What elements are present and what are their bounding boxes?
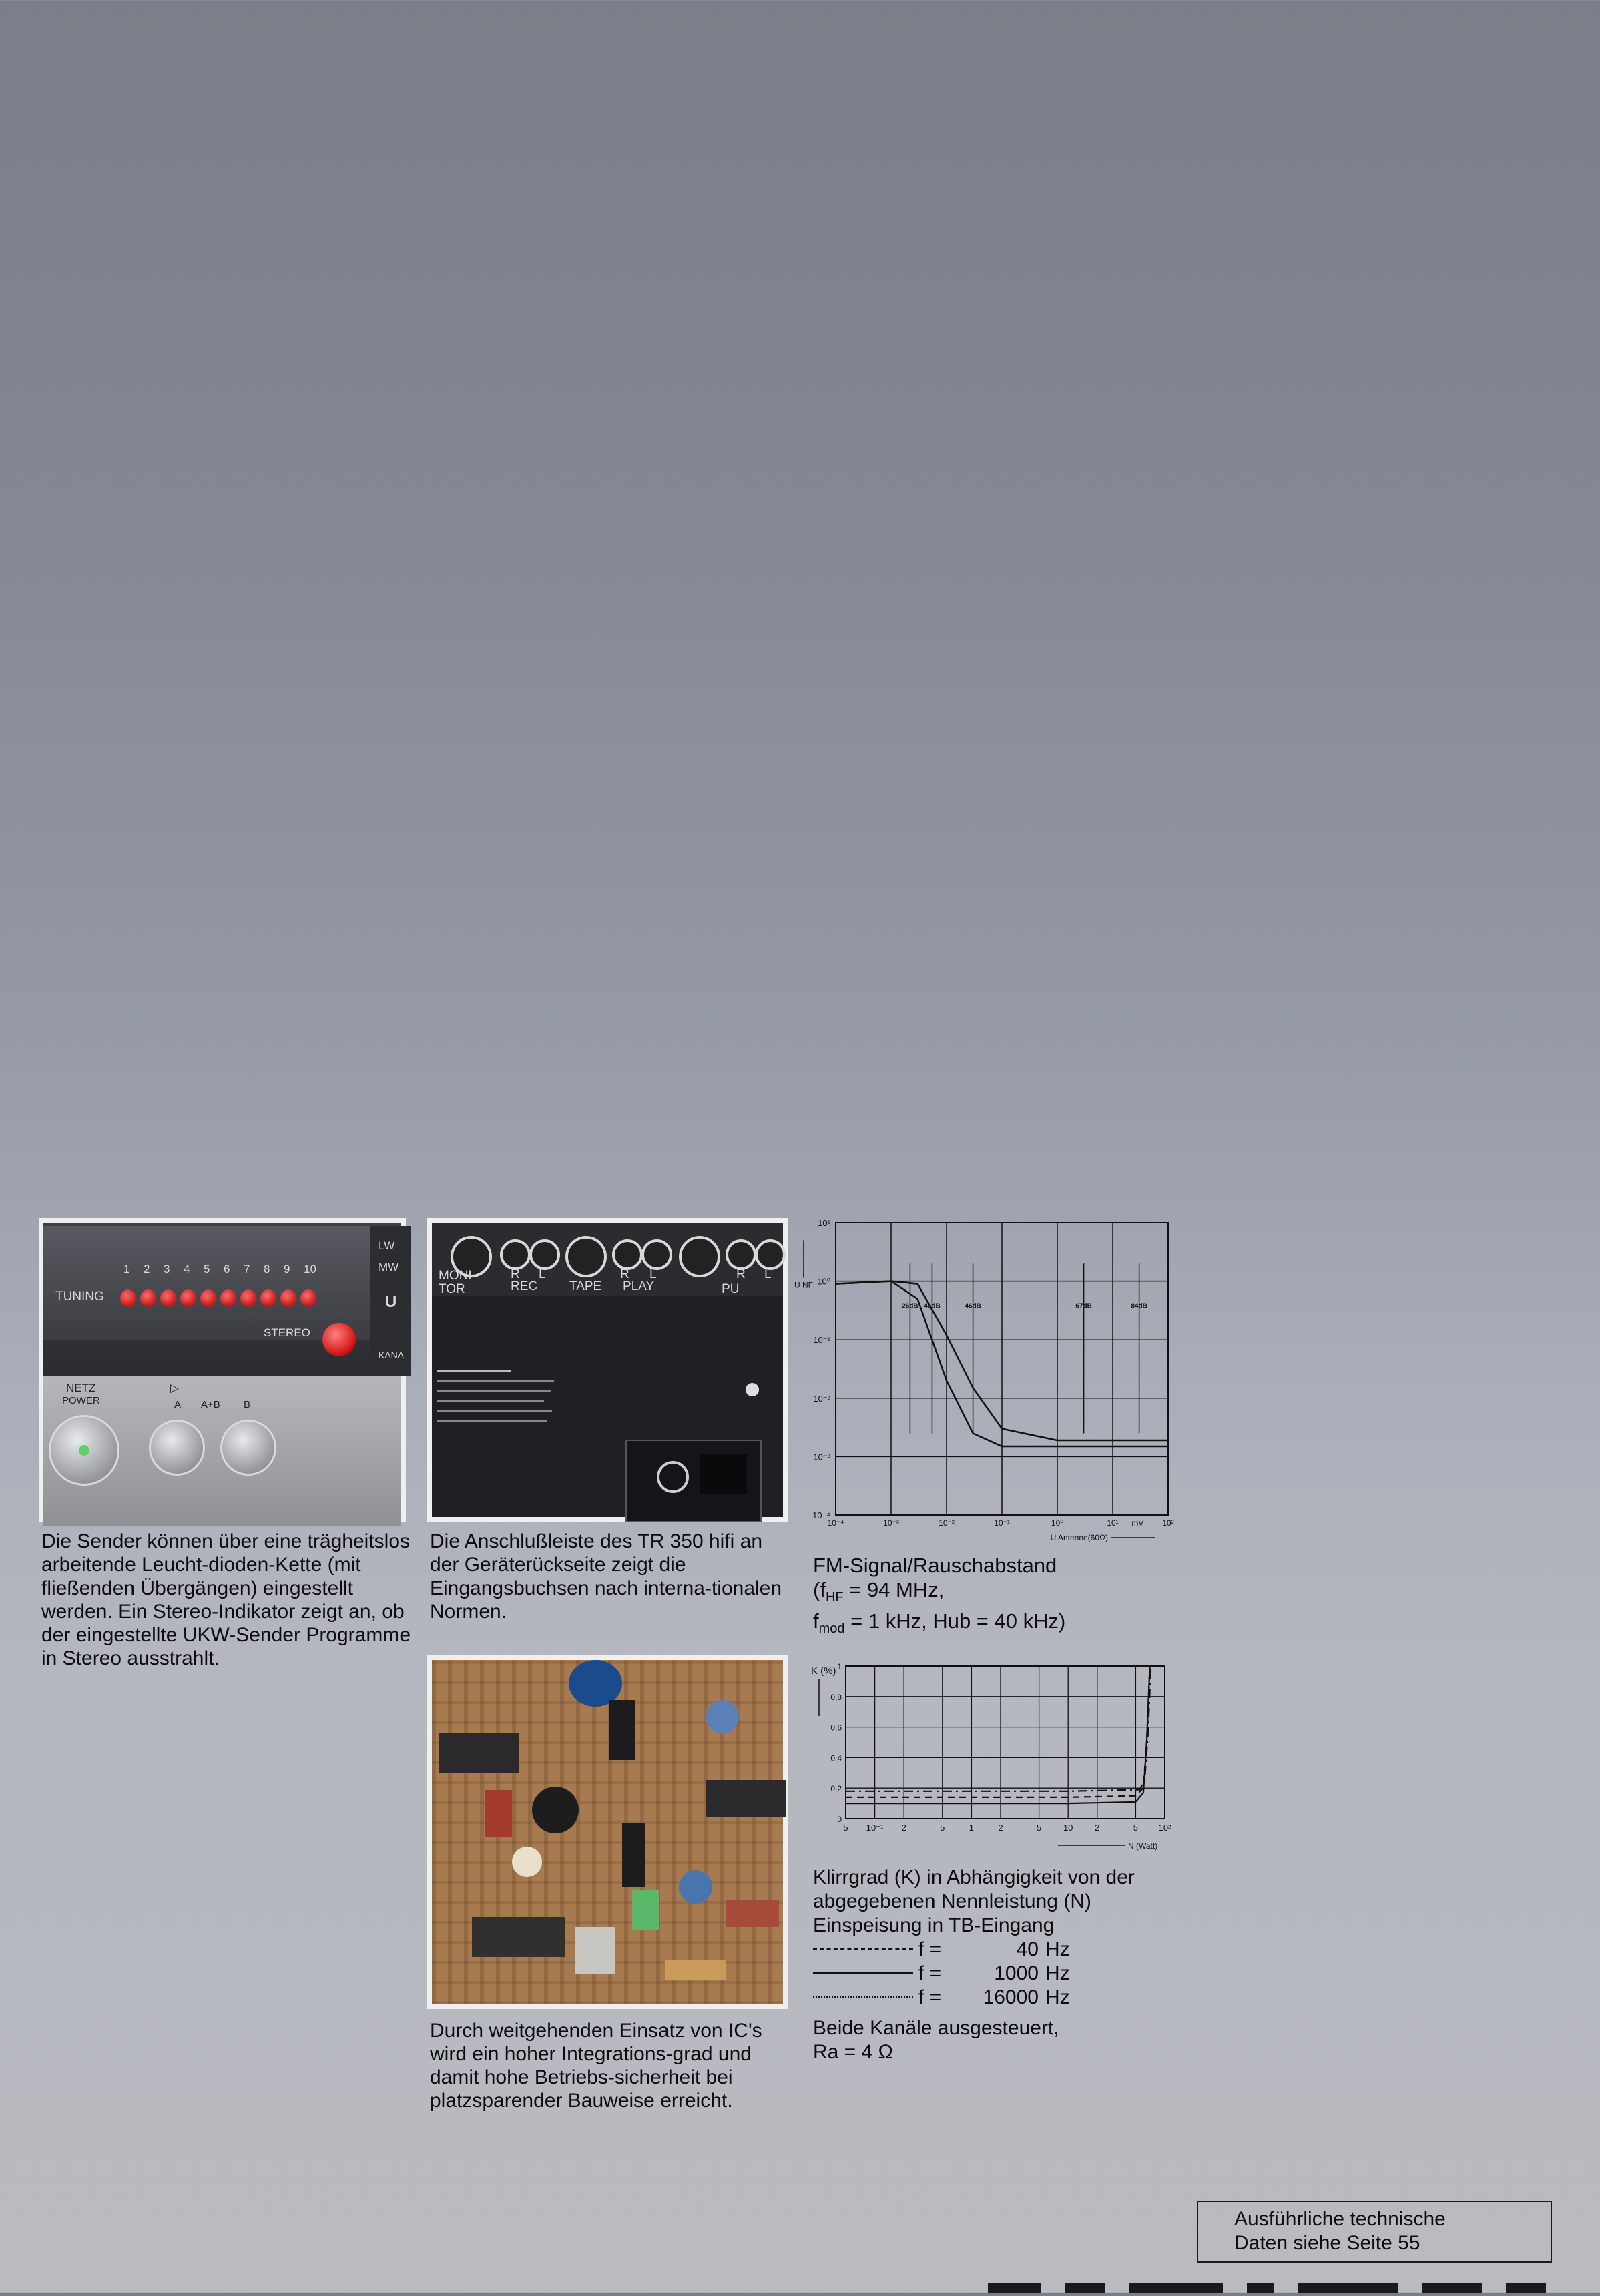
rec-label: REC: [511, 1279, 538, 1294]
cinch-socket: [529, 1239, 560, 1270]
play-r-label: R: [620, 1267, 629, 1281]
x-tick-label: 10¹: [1107, 1518, 1119, 1528]
legend-value: 16000: [983, 1986, 1039, 2008]
distortion-footer-line2: Ra = 4 Ω: [813, 2041, 893, 2063]
footnote-box: [1197, 2201, 1552, 2263]
tuning-led: [280, 1289, 296, 1307]
pu-label: PU: [722, 1282, 740, 1296]
y-tick-label: 0,6: [830, 1723, 842, 1733]
x-tick-label: 10²: [1158, 1823, 1171, 1833]
connector-photo: [427, 1218, 788, 1522]
distortion-curve-1: [846, 1666, 1150, 1803]
x-tick-label: 2: [998, 1823, 1003, 1833]
cinch-socket: [500, 1239, 531, 1270]
distortion-caption-text: Klirrgrad (K) in Abhängigkeit von der abgegebenen Nennleistung (N) Einspeisung in TB-Eingang: [813, 1866, 1135, 1936]
x-tick-label: 10⁻¹: [866, 1823, 884, 1833]
cinch-socket: [726, 1239, 756, 1270]
tuning-led: [300, 1289, 316, 1307]
warning-text-block: [437, 1366, 564, 1453]
legend-row: [813, 1962, 1173, 1986]
distortion-chart: [804, 1655, 1178, 1855]
legend-line-swatch: [813, 1996, 913, 1998]
tuning-led: [140, 1289, 156, 1307]
tuning-number: 8: [264, 1263, 270, 1275]
annotation-label: 84dB: [1131, 1302, 1147, 1310]
fm-caption-line2: ($f_{HF} = 94$ MHz,: [813, 1578, 945, 1605]
x-tick-label: 5: [1036, 1823, 1042, 1833]
x-tick-label: 10⁻⁴: [827, 1518, 844, 1528]
annotation-label: 46dB: [965, 1302, 981, 1310]
fm-caption-line3: $f_{mod} = 1$ kHz, Hub = 40 kHz): [813, 1609, 1066, 1637]
capacitor: [485, 1790, 512, 1837]
pu-r-label: R: [736, 1267, 746, 1281]
x-tick-label: 5: [940, 1823, 945, 1833]
distortion-caption: [813, 1866, 1173, 2064]
speaker-a-button: [149, 1420, 205, 1476]
legend-f: f =: [918, 1962, 942, 1984]
distortion-legend: [813, 1938, 1173, 2010]
tuning-panel: [43, 1223, 405, 1376]
band-u: U: [385, 1293, 397, 1311]
monitor-label: MONI- TOR: [439, 1269, 476, 1296]
band-kana: KANA: [378, 1350, 405, 1360]
speaker-symbol: ▷: [170, 1382, 180, 1394]
rec-l-label: L: [539, 1267, 546, 1281]
tuning-caption-text: Die Sender können über eine trägheitslos arbeitende Leucht-dioden-Kette (mit fließenden Übergängen) eingestellt werden. Ein Stereo-Indikator zeigt an, ob der eingestellte UKW-Sender Programme in Stereo ausstrahlt.: [41, 1530, 411, 1669]
connector-caption-text: Die Anschlußleiste des TR 350 hifi an der Geräterückseite zeigt die Eingangsbuchsen nach interna-tionalen Normen.: [430, 1530, 782, 1623]
band-lw: LW: [378, 1239, 395, 1252]
stereo-label: STEREO: [264, 1326, 310, 1339]
play-label: PLAY: [623, 1279, 655, 1294]
legend-value: 1000: [994, 1962, 1039, 1984]
tuning-number: 7: [244, 1263, 250, 1275]
tuning-number: 3: [164, 1263, 170, 1275]
antenna-terminal: [625, 1440, 762, 1522]
tuning-led: [240, 1289, 256, 1307]
speaker-label-ab: A+B: [201, 1399, 220, 1410]
fm-caption-line1: FM-Signal/Rauschabstand: [813, 1554, 1057, 1577]
din-socket-tape: [565, 1236, 607, 1277]
legend-f: f =: [918, 1986, 942, 2008]
ic-chip: [706, 1780, 786, 1817]
rec-r-label: R: [511, 1267, 520, 1281]
tuning-led: [120, 1289, 136, 1307]
annotation-label: 26dB: [902, 1302, 918, 1310]
x-tick-label: 10⁻³: [883, 1518, 899, 1528]
legend-row: [813, 1986, 1173, 2010]
pu-l-label: L: [764, 1267, 772, 1281]
y-tick-label: 0,4: [830, 1753, 842, 1763]
tuning-number: 2: [144, 1263, 150, 1275]
x-tick-label: 1: [969, 1823, 975, 1833]
legend-f: f =: [918, 1938, 942, 1960]
transistor: [609, 1700, 635, 1760]
x-tick-label: 10⁰: [1051, 1518, 1064, 1528]
power-button: [49, 1415, 119, 1486]
potentiometer: [512, 1847, 542, 1877]
capacitor: [679, 1870, 712, 1904]
tuning-led: [260, 1289, 276, 1307]
tuning-label: TUNING: [55, 1289, 104, 1304]
y-tick-label: 0: [837, 1815, 842, 1824]
distortion-footer-line1: Beide Kanäle ausgesteuert,: [813, 2017, 1059, 2039]
netz-label: NETZ: [66, 1382, 96, 1394]
speaker-label-a: A: [174, 1399, 182, 1410]
tuning-number: 5: [204, 1263, 210, 1275]
antenna-plug: [700, 1454, 747, 1494]
footnote-line1: Ausführliche technische: [1234, 2208, 1446, 2230]
y-tick-label: 10⁻³: [813, 1452, 830, 1462]
legend-row: [813, 1938, 1173, 1962]
y-axis-label: K (%): [811, 1665, 836, 1677]
connector-caption: [430, 1530, 790, 1623]
ground-screw: [746, 1383, 759, 1396]
resistor: [665, 1960, 726, 1980]
band-mw: MW: [378, 1261, 399, 1273]
y-tick-label: 10⁻²: [813, 1393, 830, 1404]
legend-value: 40: [1016, 1938, 1039, 1960]
legend-line-swatch: [813, 1972, 913, 1974]
power-led: [79, 1445, 89, 1456]
footnote-line2: Daten siehe Seite 55: [1234, 2232, 1420, 2254]
fm-chart-caption: [813, 1554, 1173, 1641]
y-tick-label: 10⁻⁴: [812, 1510, 830, 1520]
annotation-label: 67dB: [1075, 1302, 1092, 1310]
tuning-number: 4: [184, 1263, 190, 1275]
cinch-socket: [755, 1239, 786, 1270]
y-tick-label: 10⁻¹: [813, 1335, 830, 1346]
power-label: POWER: [62, 1395, 100, 1406]
tuning-caption: [41, 1530, 415, 1670]
speaker-b-button: [220, 1420, 276, 1476]
fm-noise-chart: [788, 1215, 1175, 1542]
circuit-board-photo: [427, 1655, 788, 2009]
x-tick-label: 2: [1095, 1823, 1100, 1833]
jack-row: [432, 1223, 783, 1296]
tuning-number: 1: [123, 1263, 130, 1275]
tuning-number: 6: [224, 1263, 230, 1275]
cropped-heading-fragment: [988, 2279, 1575, 2293]
cinch-socket: [612, 1239, 643, 1270]
plot-frame: [846, 1666, 1165, 1819]
y-tick-label: 10¹: [818, 1218, 830, 1228]
legend-unit: Hz: [1045, 1986, 1070, 2008]
circuit-caption: [430, 2019, 790, 2112]
x-tick-label: 10⁻¹: [994, 1518, 1010, 1528]
x-tick-label: mV: [1131, 1518, 1144, 1528]
tuning-number: 9: [284, 1263, 290, 1275]
tuning-led: [200, 1289, 216, 1307]
x-axis-label: N (Watt): [1128, 1841, 1158, 1851]
ic-chip: [439, 1733, 519, 1773]
capacitor: [532, 1787, 579, 1833]
tuning-led: [180, 1289, 196, 1307]
din-socket-pu: [679, 1236, 720, 1277]
x-tick-label: 10²: [1162, 1518, 1174, 1528]
ic-chip: [472, 1917, 565, 1957]
circuit-caption-text: Durch weitgehenden Einsatz von IC's wird ein hoher Integrations-grad und damit hohe Betriebs-sicherheit bei platzsparender Bauweise erreicht.: [430, 2020, 762, 2112]
x-tick-label: 2: [901, 1823, 906, 1833]
tuning-led: [160, 1289, 176, 1307]
tuning-photo: [39, 1218, 406, 1522]
trimmer: [632, 1890, 659, 1930]
tuning-strip: [43, 1226, 370, 1340]
relay: [575, 1927, 615, 1974]
legend-line-swatch: [813, 1948, 913, 1950]
x-axis-label: U Antenne(60Ω): [1050, 1533, 1108, 1542]
band-column: [370, 1226, 411, 1376]
capacitor: [706, 1700, 739, 1733]
x-tick-label: 10: [1063, 1823, 1073, 1833]
antenna-socket: [657, 1461, 689, 1493]
y-tick-label: 10⁰: [817, 1276, 830, 1287]
x-tick-label: 10⁻²: [939, 1518, 955, 1528]
stereo-indicator: [322, 1323, 356, 1356]
distortion-curve-0: [846, 1666, 1150, 1797]
lower-panel: [43, 1376, 401, 1526]
tape-label: TAPE: [569, 1279, 602, 1294]
resistor-block: [726, 1900, 779, 1927]
x-tick-label: 5: [1133, 1823, 1139, 1833]
x-tick-label: 5: [843, 1823, 848, 1833]
y-tick-label: 0,2: [830, 1784, 842, 1794]
transistor: [622, 1823, 645, 1887]
tuning-led: [220, 1289, 236, 1307]
annotation-label: 46dB: [924, 1302, 941, 1310]
y-axis-label: U NF: [794, 1280, 813, 1290]
y-tick-label: 1: [837, 1662, 842, 1671]
legend-unit: Hz: [1045, 1938, 1070, 1960]
play-l-label: L: [649, 1267, 657, 1281]
y-tick-label: 0,8: [830, 1692, 842, 1702]
legend-unit: Hz: [1045, 1962, 1070, 1984]
tuning-number: 10: [304, 1263, 316, 1275]
distortion-curve-2: [846, 1666, 1151, 1791]
speaker-label-b: B: [244, 1399, 251, 1410]
cinch-socket: [641, 1239, 672, 1270]
